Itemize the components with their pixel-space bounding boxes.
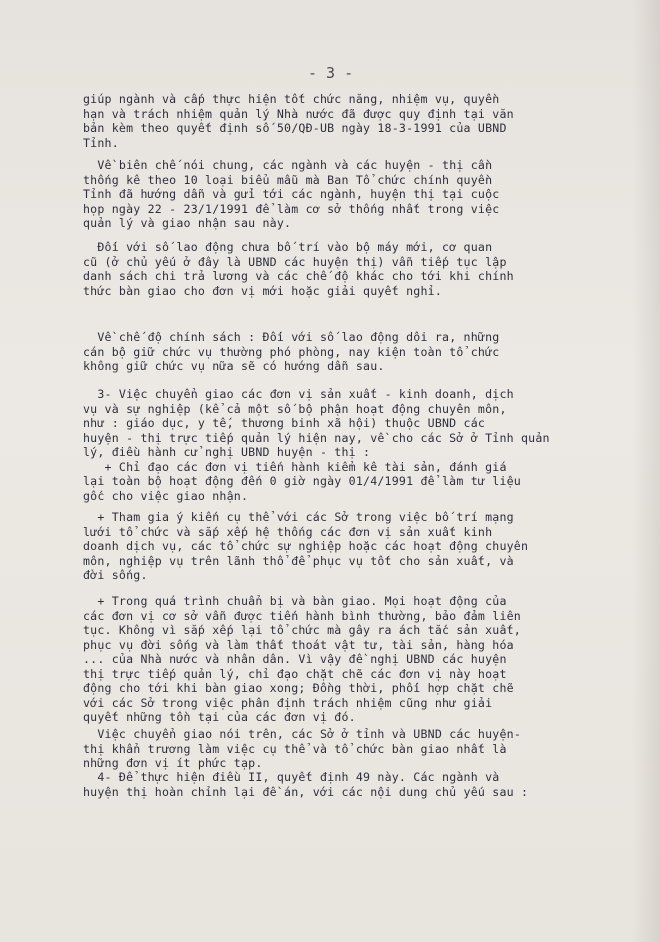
paragraph-6: + Tham gia ý kiến cụ thể với các Sở trong việc bố trí mạng lưới tổ chức và sắp xếp hệ thống các đơn vị sản xuất kinh doanh dịch vụ, các tổ chức sự nghiệp hoặc các hoạt động chuyên môn, nghiệp vụ trên lãnh thổ để phục vụ tốt cho sản xuất, và đời sống.: [83, 510, 529, 582]
paragraph-8: Việc chuyển giao nói trên, các Sở ở tỉnh và UBND các huyện- thị khẩn trương làm việc cụ thể và tổ chức bàn giao nhất là những đơn vị ít phức tạp.: [83, 727, 521, 770]
paragraph-3: Đối với số lao động chưa bố trí vào bộ máy mới, cơ quan cũ (ở chủ yếu ở đây là UBND các huyện thị) vẫn tiếp tục lập danh sách chi trả lương và các chế độ khác cho tới khi chính thức bàn giao cho đơn vị mới hoặc giải quyết nghỉ.: [83, 240, 514, 298]
paragraph-2: Về biên chế nói chung, các ngành và các huyện - thị cần thống kê theo 10 loại biểu mẫu mà Ban Tổ chức chính quyền Tỉnh đã hướng dẫn và gửi tới các ngành, huyện thị tại cuộc họp ngày 22 - 23/1/1991 để làm cơ sở thống nhất trong việc quản lý và giao nhận sau này.: [83, 158, 500, 230]
page-number: - 3 -: [308, 64, 354, 82]
paragraph-9: 4- Để thực hiện điều II, quyết định 49 này. Các ngành và huyện thị hoàn chỉnh lại đề án, với các nội dung chủ yếu sau :: [83, 770, 529, 799]
paragraph-7: + Trong quá trình chuẩn bị và bàn giao. Mọi hoạt động của các đơn vị cơ sở vẫn được tiến hành bình thường, bảo đảm liên tục. Không vì sắp xếp lại tổ chức mà gây ra ách tắc sản xuất, phục vụ đời sống và làm thất thoát vật tư, tài sản, hàng hóa ... của Nhà nước và nhân dân. Vì vậy đề nghị UBND các huyện thị trực tiếp quản lý, chỉ đạo chặt chẽ các đơn vị này hoạt động cho tới khi bàn giao xong; Đồng thời, phối hợp chặt chẽ với các Sở trong việc phân định trách nhiệm cũng như giải quyết những tồn tại của các đơn vị đó.: [83, 594, 521, 724]
paragraph-1: giúp ngành và cấp thực hiện tốt chức năng, nhiệm vụ, quyền hạn và trách nhiệm quản lý Nhà nước đã được quy định tại văn bản kèm theo quyết định số 50/QĐ-UB ngày 18-3-1991 của UBND Tỉnh.: [83, 92, 514, 150]
paragraph-4: Về chế độ chính sách : Đối với số lao động dôi ra, những cán bộ giữ chức vụ thường phó phòng, nay kiện toàn tổ chức không giữ chức vụ nữa sẽ có hướng dẫn sau.: [83, 330, 500, 373]
paragraph-5: 3- Việc chuyển giao các đơn vị sản xuất - kinh doanh, dịch vụ và sự nghiệp (kể cả một số bộ phận hoạt động chuyên môn, như : giáo dục, y tế, thương binh xã hội) thuộc UBND các huyện - thị trực tiếp quản lý hiện nay, về cho các Sở ở Tỉnh quản lý, điều hành cử nghị UBND huyện - thị : + Chỉ đạo các đơn vị tiến hành kiểm kê tài sản, đánh giá lại toàn bộ hoạt động đến 0 giờ ngày 01/4/1991 để làm tư liệu gốc cho việc giao nhận.: [83, 387, 550, 503]
